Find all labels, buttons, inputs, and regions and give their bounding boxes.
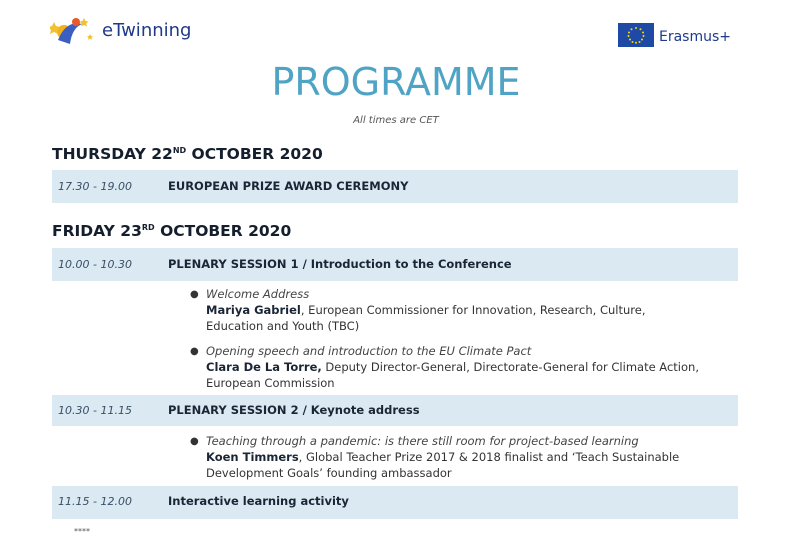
eu-flag-icon bbox=[618, 23, 654, 47]
item-topic: Welcome Address bbox=[206, 287, 310, 301]
session-row bbox=[52, 486, 738, 519]
speaker-role-cont: Education and Youth (TBC) bbox=[206, 319, 360, 333]
etwinning-wordmark: eTwinning bbox=[102, 20, 192, 41]
bullet-icon: ● bbox=[190, 346, 199, 357]
list-item bbox=[206, 343, 726, 391]
bullet-icon: ● bbox=[190, 289, 199, 300]
day-heading-thursday: THURSDAY 22ND OCTOBER 2020 bbox=[52, 145, 323, 163]
session-title: PLENARY SESSION 1 / Introduction to the Conference bbox=[168, 257, 512, 271]
item-topic: Opening speech and introduction to the EU Climate Pact bbox=[206, 344, 532, 358]
session-time: 10.00 - 10.30 bbox=[58, 258, 132, 271]
session-title: Interactive learning activity bbox=[168, 494, 349, 508]
session-title: PLENARY SESSION 2 / Keynote address bbox=[168, 403, 420, 417]
speaker-role: , Global Teacher Prize 2017 & 2018 finalist and ‘Teach Sustainable bbox=[298, 450, 680, 464]
day-heading-friday: FRIDAY 23RD OCTOBER 2020 bbox=[52, 222, 292, 240]
speaker-role: Deputy Director-General, Directorate-General for Climate Action, bbox=[321, 360, 699, 374]
speaker-name: Koen Timmers bbox=[206, 450, 299, 464]
session-time: 10.30 - 11.15 bbox=[58, 404, 132, 417]
footer-mark: **** bbox=[74, 527, 90, 536]
speaker-role-cont: European Commission bbox=[206, 376, 335, 390]
session-time: 17.30 - 19.00 bbox=[58, 180, 132, 193]
list-item bbox=[206, 433, 726, 481]
page-title: PROGRAMME bbox=[271, 60, 521, 104]
timezone-note: All times are CET bbox=[353, 115, 439, 126]
speaker-name: Clara De La Torre, bbox=[206, 360, 322, 374]
session-title: EUROPEAN PRIZE AWARD CEREMONY bbox=[168, 179, 409, 193]
etwinning-figure-icon bbox=[50, 14, 100, 48]
list-item bbox=[206, 286, 726, 334]
session-time: 11.15 - 12.00 bbox=[58, 495, 132, 508]
speaker-role-cont: Development Goals’ founding ambassador bbox=[206, 466, 452, 480]
speaker-name: Mariya Gabriel bbox=[206, 303, 301, 317]
erasmus-wordmark: Erasmus+ bbox=[659, 29, 732, 45]
bullet-icon: ● bbox=[190, 436, 199, 447]
speaker-role: , European Commissioner for Innovation, Research, Culture, bbox=[300, 303, 646, 317]
item-topic: Teaching through a pandemic: is there still room for project-based learning bbox=[206, 434, 639, 448]
